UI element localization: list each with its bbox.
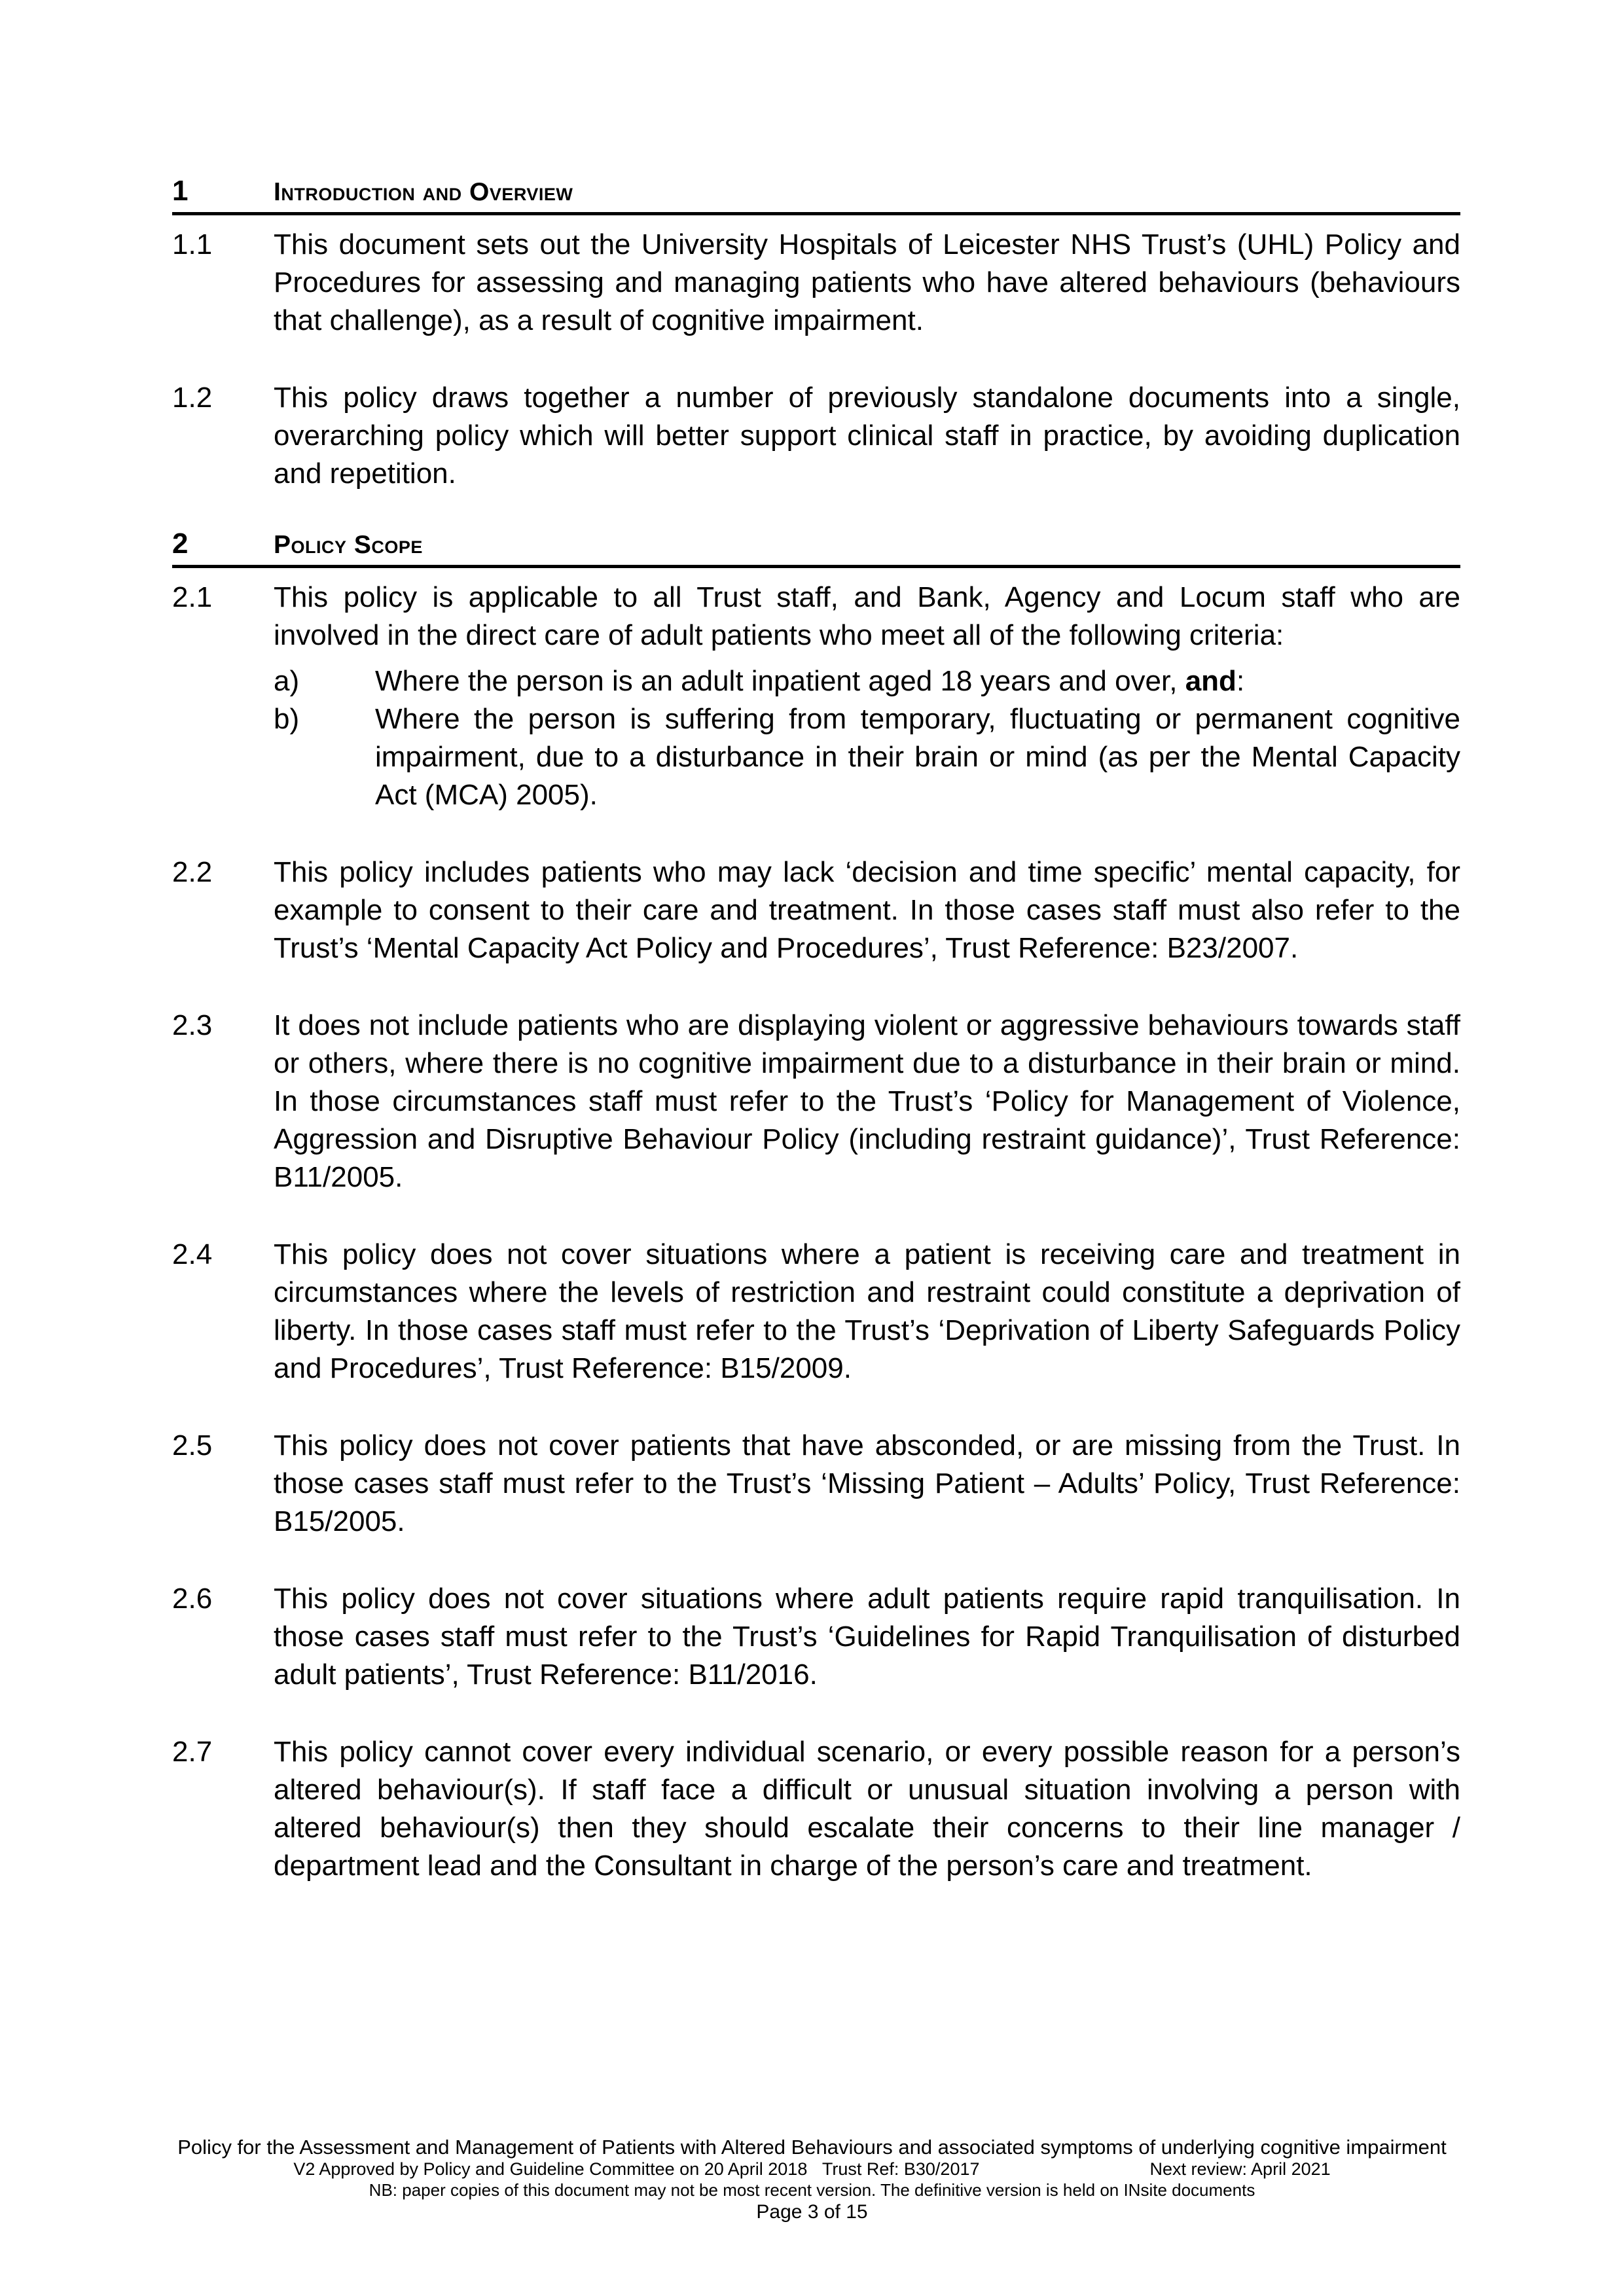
- paragraph-number: 2.3: [172, 1009, 213, 1041]
- section-number: 1: [172, 175, 189, 207]
- paragraph-2-5: [172, 1427, 1460, 1541]
- paragraph-text: This policy is applicable to all Trust staff, and Bank, Agency and Locum staff who are involved in the direct care of adult patients who meet all of the following criteria:: [274, 581, 1460, 651]
- criteria-item-a: [274, 662, 1460, 700]
- paragraph-text: This policy includes patients who may lack ‘decision and time specific’ mental capacity, for example to consent to their care and treatment. In those cases staff must also refer to the Trust’s ‘Mental Capacity Act Policy and Procedures’, Trust Reference: B23/2007.: [274, 856, 1460, 964]
- criteria-emphasis: and: [1185, 665, 1236, 697]
- paragraph-text: It does not include patients who are displaying violent or aggressive behaviours towards staff or others, where there is no cognitive impairment due to a disturbance in their brain or mind. In those circumstances staff must refer to the Trust’s ‘Policy for Management of Violence, Aggression and Disruptive Behaviour Policy (including restraint guidance)’, Trust Reference: B11/2005.: [274, 1009, 1460, 1193]
- paragraph-2-3: [172, 1007, 1460, 1196]
- paragraph-number: 2.7: [172, 1736, 213, 1768]
- paragraph-2-2: [172, 853, 1460, 967]
- section-heading-1: [172, 175, 1460, 215]
- footer-approval: V2 Approved by Policy and Guideline Committee on 20 April 2018: [293, 2159, 808, 2179]
- paragraph-1-1: [172, 226, 1460, 340]
- page-number: Page 3 of 15: [756, 2201, 868, 2223]
- paragraph-number: 2.5: [172, 1429, 213, 1462]
- paragraph-2-6: [172, 1580, 1460, 1694]
- criteria-suffix: :: [1236, 665, 1245, 697]
- section-title: Policy Scope: [274, 531, 423, 559]
- paragraph-text: This policy does not cover patients that have absconded, or are missing from the Trust. In those cases staff must refer to the Trust’s ‘Missing Patient – Adults’ Policy, Trust Reference: B15/2005.: [274, 1429, 1460, 1537]
- footer-nb-note: NB: paper copies of this document may not be most recent version. The definitive version is held on INsite documents: [369, 2180, 1255, 2200]
- document-body: [172, 175, 1460, 1885]
- criteria-text: Where the person is an adult inpatient aged 18 years and over,: [375, 665, 1178, 697]
- paragraph-number: 1.2: [172, 382, 213, 414]
- paragraph-1-2: [172, 379, 1460, 493]
- criteria-letter: a): [274, 665, 300, 697]
- paragraph-text: This policy cannot cover every individual scenario, or every possible reason for a person’s altered behaviour(s). If staff face a difficult or unusual situation involving a person with altered behaviour(s) then they should escalate their concerns to their line manager / department lead and the Consultant in charge of the person’s care and treatment.: [274, 1736, 1460, 1882]
- section-heading-2: [172, 528, 1460, 568]
- paragraph-number: 2.6: [172, 1583, 213, 1615]
- criteria-list: [274, 662, 1460, 814]
- criteria-letter: b): [274, 703, 300, 735]
- paragraph-text: This policy does not cover situations where a patient is receiving care and treatment in circumstances where the levels of restriction and restraint could constitute a deprivation of liberty. In those cases staff must refer to the Trust’s ‘Deprivation of Liberty Safeguards Policy and Procedures’, Trust Reference: B15/2009.: [274, 1238, 1460, 1384]
- paragraph-number: 2.2: [172, 856, 213, 888]
- paragraph-2-4: [172, 1236, 1460, 1388]
- criteria-item-b: [274, 700, 1460, 814]
- footer-next-review: Next review: April 2021: [1149, 2159, 1331, 2179]
- section-number: 2: [172, 528, 189, 560]
- paragraph-text: This policy does not cover situations where adult patients require rapid tranquilisation. In those cases staff must refer to the Trust’s ‘Guidelines for Rapid Tranquilisation of disturbed adult patients’, Trust Reference: B11/2016.: [274, 1583, 1460, 1691]
- page-footer: [65, 2136, 1559, 2224]
- paragraph-number: 2.1: [172, 581, 213, 613]
- footer-policy-title: Policy for the Assessment and Management of Patients with Altered Behaviours and associated symptoms of underlying cognitive impairment: [177, 2136, 1447, 2159]
- section-title: Introduction and Overview: [274, 178, 573, 206]
- footer-approval-line: [65, 2159, 1559, 2179]
- paragraph-number: 2.4: [172, 1238, 213, 1270]
- paragraph-2-7: [172, 1733, 1460, 1885]
- criteria-text: Where the person is suffering from temporary, fluctuating or permanent cognitive impairment, due to a disturbance in their brain or mind (as per the Mental Capacity Act (MCA) 2005).: [375, 703, 1460, 811]
- paragraph-2-1: [172, 579, 1460, 814]
- paragraph-text: This policy draws together a number of previously standalone documents into a single, overarching policy which will better support clinical staff in practice, by avoiding duplication and repetition.: [274, 382, 1460, 490]
- paragraph-number: 1.1: [172, 228, 213, 260]
- footer-trust-ref: Trust Ref: B30/2017: [821, 2159, 980, 2179]
- paragraph-text: This document sets out the University Hospitals of Leicester NHS Trust’s (UHL) Policy and Procedures for assessing and managing patients who have altered behaviours (behaviours that challenge), as a result of cognitive impairment.: [274, 228, 1460, 336]
